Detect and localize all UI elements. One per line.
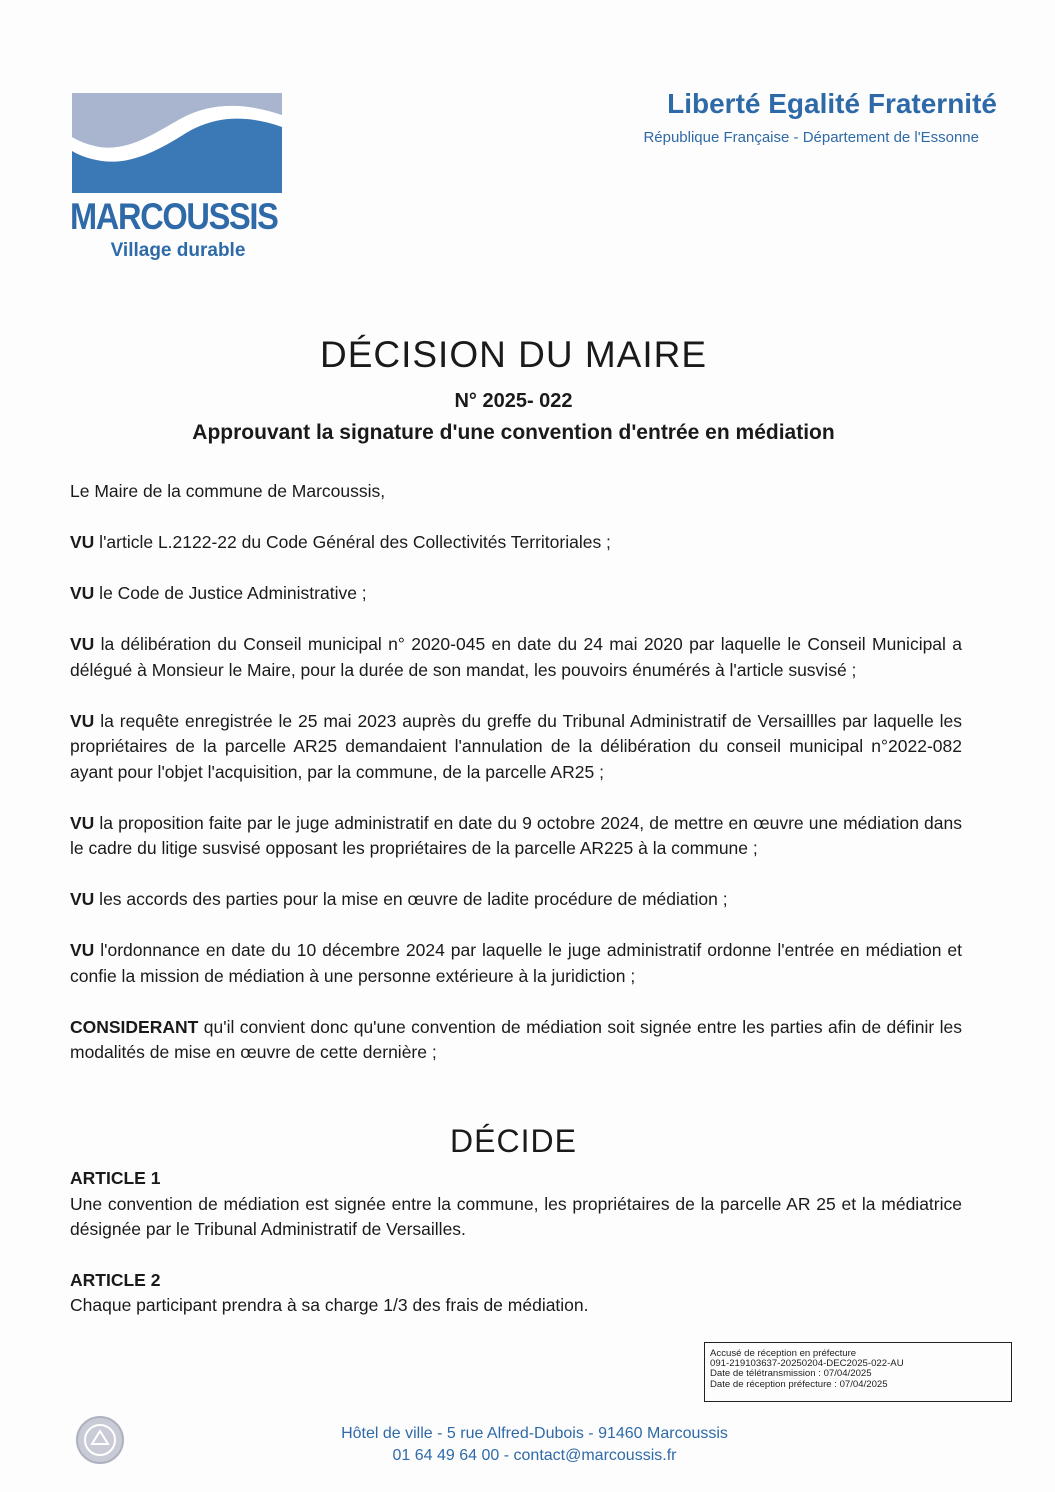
article-heading: ARTICLE 2 [70, 1269, 161, 1290]
logo-tagline: Village durable [110, 240, 246, 261]
articles [70, 1166, 962, 1344]
vu-paragraph: VU l'ordonnance en date du 10 décembre 2024 par laquelle le juge administratif ordonne l'entrée en médiation et confie la mission de médiation à une personne extérieure à la juridiction ; [70, 940, 962, 986]
vu-paragraph: VU les accords des parties pour la mise en œuvre de ladite procédure de médiation ; [70, 889, 728, 909]
footer-contact: 01 64 49 64 00 - contact@marcoussis.fr [392, 1447, 677, 1464]
stamp-line: Date de réception préfecture : 07/04/2025 [710, 1378, 888, 1390]
marcoussis-logo-icon [72, 93, 282, 193]
vu-paragraph: VU l'article L.2122-22 du Code Général des Collectivités Territoriales ; [70, 532, 611, 552]
preamble [70, 479, 962, 1091]
republic-department: République Française - Département de l'Essonne [643, 129, 979, 146]
vu-paragraph: VU la délibération du Conseil municipal n° 2020-045 en date du 24 mai 2020 par laquelle le Conseil Municipal a délégué à Monsieur le Maire, pour la durée de son mandat, les pouvoirs énumérés à l'article susvisé ; [70, 634, 962, 680]
document-title: DÉCISION DU MAIRE [319, 334, 708, 375]
logo-name: MARCOUSSIS [70, 196, 278, 237]
vu-paragraph: VU la requête enregistrée le 25 mai 2023 auprès du greffe du Tribunal Administratif de Versaillles par laquelle les propriétaires de la parcelle AR25 demandaient l'annulation de la délibération du conseil municipal n°2022-082 ayant pour l'objet l'acquisition, par la commune, de la parcelle AR25 ; [70, 710, 962, 782]
vu-paragraph: VU le Code de Justice Administrative ; [70, 583, 367, 603]
article-heading: ARTICLE 1 [70, 1168, 161, 1188]
article-text: Chaque participant prendra à sa charge 1/3 des frais de médiation. [70, 1295, 589, 1315]
decision-number: N° 2025- 022 [454, 390, 573, 412]
vu-paragraph: VU la proposition faite par le juge administratif en date du 9 octobre 2024, de mettre en œuvre une médiation dans le cadre du litige susvisé opposant les propriétaires de la parcelle AR225 à la commune ; [70, 812, 962, 858]
stamp-line: 091-219103637-20250204-DEC2025-022-AU [710, 1358, 904, 1370]
decision-subject: Approuvant la signature d'une convention d'entrée en médiation [192, 421, 835, 444]
footer-address: Hôtel de ville - 5 rue Alfred-Dubois - 91460 Marcoussis [341, 1425, 728, 1442]
stamp-line: Date de télétransmission : 07/04/2025 [710, 1368, 872, 1380]
intro-line: Le Maire de la commune de Marcoussis, [70, 481, 386, 501]
stamp-line: Accusé de réception en préfecture [710, 1348, 857, 1359]
republic-motto: Liberté Egalité Fraternité [667, 88, 997, 119]
considerant-paragraph: CONSIDERANT qu'il convient donc qu'une convention de médiation soit signée entre les parties afin de définir les modalités de mise en œuvre de cette dernière ; [70, 1016, 962, 1062]
article-text: Une convention de médiation est signée entre la commune, les propriétaires de la parcelle AR 25 et la médiatrice désignée par le Tribunal Administratif de Versailles. [70, 1193, 962, 1239]
prefecture-receipt-stamp [704, 1342, 1012, 1402]
decide-heading: DÉCIDE [450, 1123, 577, 1159]
